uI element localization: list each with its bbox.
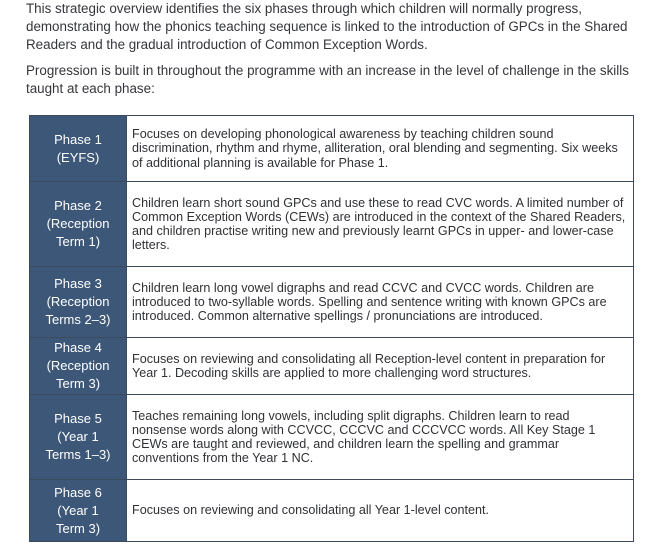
phase-label-cell bbox=[30, 338, 127, 395]
phase-description: Focuses on reviewing and consolidating all Year 1-level content. bbox=[127, 480, 634, 542]
phase-name: Phase 2 bbox=[54, 198, 102, 213]
phase-period: Term 3) bbox=[55, 376, 101, 391]
table-row bbox=[30, 182, 634, 267]
phase-name: Phase 4 bbox=[54, 340, 102, 355]
intro-paragraph: This strategic overview identifies the six phases through which children will normally progress, demonstrating how the phonics teaching sequence is linked to the introduction of GPCs in the Shared Readers and the gradual introduction of Common Exception Words. bbox=[26, 1, 628, 52]
phase-period: (Year 1 bbox=[57, 429, 99, 444]
phase-description: Children learn long vowel digraphs and read CCVC and CVCC words. Children are introduced to two-syllable words. Spelling and sentence writing with known GPCs are introduced. Common alternative spellings / pronunciations are introduced. bbox=[127, 267, 634, 338]
phase-name: Phase 6 bbox=[54, 484, 102, 500]
phase-name: Phase 3 bbox=[54, 276, 102, 291]
phase-label-cell bbox=[30, 395, 127, 480]
phase-period: Terms 2–3) bbox=[45, 312, 111, 327]
phase-label-cell bbox=[30, 267, 127, 338]
phase-period: (Reception bbox=[46, 294, 110, 309]
table-row bbox=[30, 480, 634, 542]
phases-table bbox=[29, 115, 634, 542]
table-row bbox=[30, 267, 634, 338]
table-row bbox=[30, 116, 634, 182]
phase-label-cell bbox=[30, 116, 127, 182]
phase-description: Focuses on developing phonological awareness by teaching children sound discrimination, rhythm and rhyme, alliteration, oral blending and segmenting. Six weeks of additional planning is available for Phase 1. bbox=[127, 116, 634, 182]
phase-period: Terms 1–3) bbox=[45, 447, 111, 462]
table-row bbox=[30, 338, 634, 395]
phase-description: Teaches remaining long vowels, including split digraphs. Children learn to read nonsense words along with CCVCC, CCCVC and CCCVCC words. All Key Stage 1 CEWs are taught and reviewed, and children learn the spelling and grammar conventions from the Year 1 NC. bbox=[127, 395, 634, 480]
phase-name: Phase 1 bbox=[54, 131, 102, 147]
phase-period: Term 3) bbox=[55, 520, 101, 536]
phase-period: (EYFS) bbox=[56, 149, 100, 165]
phase-period: Term 1) bbox=[55, 234, 101, 249]
phase-period: (Reception bbox=[46, 358, 110, 373]
phase-name: Phase 5 bbox=[54, 411, 102, 426]
phase-period: (Year 1 bbox=[57, 502, 99, 518]
table-row bbox=[30, 395, 634, 480]
progression-paragraph: Progression is built in throughout the programme with an increase in the level of challenge in the skills taught at each phase: bbox=[26, 63, 629, 96]
phase-label-cell bbox=[30, 480, 127, 542]
phase-description: Focuses on reviewing and consolidating all Reception-level content in preparation for Year 1. Decoding skills are applied to more challenging word structures. bbox=[127, 338, 634, 395]
phase-period: (Reception bbox=[46, 216, 110, 231]
phase-description: Children learn short sound GPCs and use these to read CVC words. A limited number of Common Exception Words (CEWs) are introduced in the context of the Shared Readers, and children practise writing new and previously learnt GPCs in upper- and lower-case letters. bbox=[127, 182, 634, 267]
phase-label-cell bbox=[30, 182, 127, 267]
